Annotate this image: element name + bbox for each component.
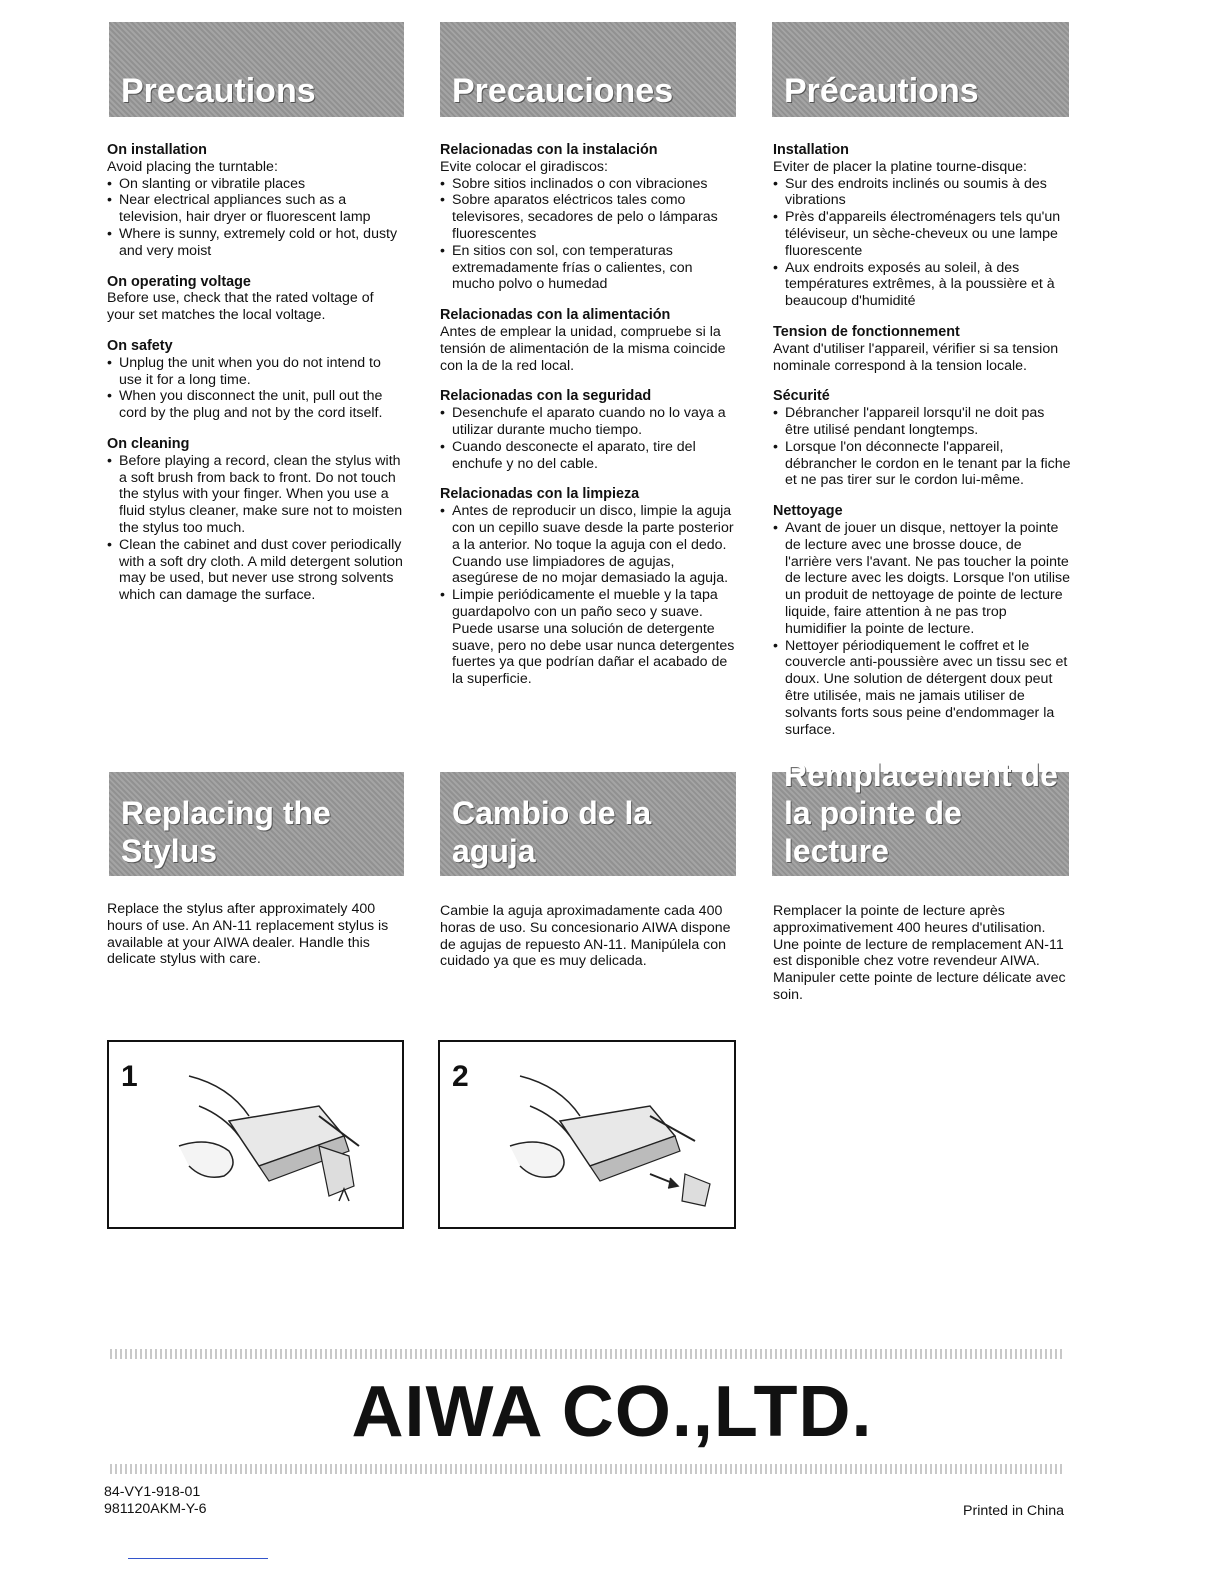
document-code: 981120AKM-Y-6 (104, 1500, 207, 1517)
list-item: • Sur des endroits inclinés ou soumis à des vibrations (773, 176, 1071, 210)
list-item: • On slanting or vibratile places (107, 176, 405, 193)
section-title: Relacionadas con la seguridad (440, 388, 652, 405)
header-line: Replacing the (121, 795, 331, 831)
section-text: Before use, check that the rated voltage of your set matches the local voltage. (107, 290, 374, 324)
list-item: • Avant de jouer un disque, nettoyer la pointe de lecture avec une brosse douce, de l'arrière vers l'avant. Ne pas toucher la pointe de lecture avec les doigts. Lorsque l'on utilise un produit de nettoyage de pointe de lecture liquide, faire attention à ne pas trop humidifier la pointe de lecture. (773, 520, 1071, 638)
header-replacing-fr (772, 757, 1069, 876)
list-item: • Near electrical appliances such as a television, hair dryer or fluorescent lamp (107, 192, 405, 226)
document-code: 84-VY1-918-01 (104, 1484, 201, 1500)
section-title: Relacionadas con la instalación (440, 142, 658, 158)
list-item: • Débrancher l'appareil lorsqu'il ne doit pas être utilisé pendant longtemps. (773, 405, 1071, 439)
replace-text-es: Cambie la aguja aproximadamente cada 400 horas de uso. Su concesionario AIWA dispone de agujas de repuesto AN-11. Manipúlela con cuidado ya que es muy delicada. (440, 903, 731, 970)
list-item: • Unplug the unit when you do not intend to use it for a long time. (107, 355, 405, 389)
section-installation (773, 142, 1071, 310)
list-item: • Where is sunny, extremely cold or hot, dusty and very moist (107, 226, 405, 260)
header-title: Précautions (784, 72, 979, 110)
section-text: Antes de emplear la unidad, compruebe si la tensión de alimentación de la misma coincide con la de la red local. (440, 323, 726, 374)
header-title: Precautions (121, 72, 316, 110)
list-item: • Sobre aparatos eléctricos tales como televisores, secadores de pelo o lámparas fluorescentes (440, 192, 737, 242)
column-spanish (440, 142, 737, 702)
list-item: • Before playing a record, clean the stylus with a soft brush from back to front. Do not touch the stylus with your finger. When you use a fluid stylus cleaner, make sure not to moisten the stylus too much. (107, 453, 405, 537)
header-replacing-es (440, 772, 736, 876)
list-item: • Aux endroits exposés au soleil, à des températures extrêmes, à la poussière et à beaucoup d'humidité (773, 260, 1071, 310)
printed-in-label: Printed in China (963, 1503, 1064, 1519)
list-item: • Desenchufe el aparato cuando no lo vaya a utilizar durante mucho tiempo. (440, 405, 737, 439)
step-number: 2 (452, 1060, 469, 1093)
list-item: • Sobre sitios inclinados o con vibraciones (440, 176, 737, 193)
section-cleaning (107, 436, 405, 604)
stylus-removal-illustration (169, 1056, 399, 1216)
figure-step-2 (438, 1040, 736, 1229)
section-installation (107, 142, 405, 260)
stylus-insertion-illustration (500, 1056, 730, 1216)
column-french (773, 142, 1071, 752)
section-voltage (773, 324, 1071, 374)
section-title: On cleaning (107, 435, 190, 452)
column-english (107, 142, 405, 618)
document-codes (104, 1484, 207, 1518)
section-title: Relacionadas con la alimentación (440, 307, 671, 324)
section-intro: Evite colocar el giradiscos: (440, 158, 608, 175)
company-logo: AIWA CO.,LTD. (351, 1372, 873, 1452)
section-title: Nettoyage (773, 503, 843, 520)
header-title: Precauciones (452, 72, 674, 110)
list-item: • Lorsque l'on déconnecte l'appareil, débrancher le cordon en le tenant par la fiche et ne pas tirer sur le cordon lui-même. (773, 439, 1071, 489)
header-title (121, 794, 331, 870)
section-title: Installation (773, 142, 849, 158)
section-safety (440, 388, 737, 472)
section-safety (107, 338, 405, 422)
list-item: • En sitios con sol, con temperaturas extremadamente frías o calientes, con mucho polvo o humedad (440, 243, 737, 293)
list-item: • Antes de reproducir un disco, limpie la aguja con un cepillo suave desde la parte posterior a la anterior. No toque la aguja con el dedo. Cuando use limpiadores de agujas, asegúrese de no mojar demasiado la aguja. (440, 503, 737, 587)
header-line: la pointe de lecture (784, 795, 962, 869)
header-precautions-en (109, 22, 404, 117)
section-power (440, 307, 737, 374)
section-cleaning (773, 503, 1071, 738)
section-title: Tension de fonctionnement (773, 323, 960, 340)
figure-step-1 (107, 1040, 404, 1229)
list-item: • Nettoyer périodiquement le coffret et le couvercle anti-poussière avec un tissu sec et doux. Une solution de détergent doux peut être utilisée, mais ne jamais utiliser de solvants forts sous peine d'endommager la surface. (773, 638, 1071, 739)
section-installation (440, 142, 737, 293)
list-item: • Limpie periódicamente el mueble y la tapa guardapolvo con un paño seco y suave. Puede usarse una solución de detergente suave, pero no debe usar nunca detergentes fuertes ya que podrían dañar el acabado de la superficie. (440, 587, 737, 688)
header-precautions-fr (772, 22, 1069, 117)
header-line: aguja (452, 833, 536, 869)
list-item: • Clean the cabinet and dust cover periodically with a soft dry cloth. A mild detergent solution may be used, but never use strong solvents which can damage the surface. (107, 537, 405, 604)
list-item: • Cuando desconecte el aparato, tire del enchufe y no del cable. (440, 439, 737, 473)
section-title: On safety (107, 337, 173, 354)
decorative-dotted-rule-bottom (110, 1464, 1065, 1474)
section-title: On installation (107, 142, 207, 158)
header-line: Cambio de la (452, 795, 652, 831)
header-line: Remplacement de (784, 757, 1058, 793)
decorative-dotted-rule-top (110, 1349, 1065, 1359)
replace-text-en: Replace the stylus after approximately 400 hours of use. An AN-11 replacement stylus is available at your AIWA dealer. Handle this delicate stylus with care. (107, 901, 389, 968)
section-text: Avant d'utiliser l'appareil, vérifier si sa tension nominale correspond à la tension locale. (773, 340, 1059, 374)
section-cleaning (440, 486, 737, 688)
decorative-blue-line (128, 1558, 268, 1559)
header-title (784, 756, 1069, 870)
section-title: Sécurité (773, 388, 830, 405)
section-title: Relacionadas con la limpieza (440, 486, 640, 503)
section-voltage (107, 274, 405, 324)
header-replacing-en (109, 772, 404, 876)
header-precautions-es (440, 22, 736, 117)
section-safety (773, 388, 1071, 489)
replace-text-fr: Remplacer la pointe de lecture après approximativement 400 heures d'utilisation. Une pointe de lecture de remplacement AN-11 est disponible chez votre revendeur AIWA. Manipuler cette pointe de lecture délicate avec soin. (773, 903, 1066, 1003)
section-title: On operating voltage (107, 273, 251, 290)
list-item: • When you disconnect the unit, pull out the cord by the plug and not by the cord itself. (107, 388, 405, 422)
header-title (452, 794, 651, 870)
section-intro: Avoid placing the turntable: (107, 158, 278, 175)
section-intro: Eviter de placer la platine tourne-disque: (773, 158, 1027, 175)
step-number: 1 (121, 1060, 138, 1093)
header-line: Stylus (121, 833, 218, 869)
list-item: • Près d'appareils électroménagers tels qu'un téléviseur, un sèche-cheveux ou une lampe fluorescente (773, 209, 1071, 259)
